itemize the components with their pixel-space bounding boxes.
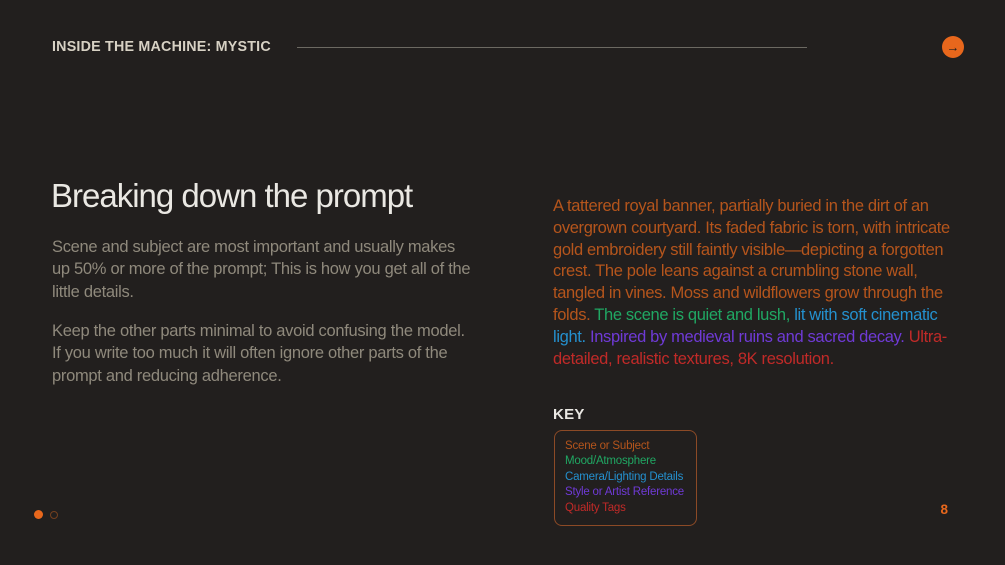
slide-kicker-title: INSIDE THE MACHINE: MYSTIC bbox=[52, 39, 271, 55]
key-heading: KEY bbox=[553, 406, 585, 423]
key-item-style: Style or Artist Reference bbox=[565, 486, 684, 499]
body-paragraph-2: Keep the other parts minimal to avoid confusing the model. If you write too much it will often ignore other parts of the prompt and reducing adherence. bbox=[52, 322, 465, 385]
page-title: Breaking down the prompt bbox=[51, 177, 413, 214]
prompt-segment-quality: Ultra-detailed, realistic textures, 8K resolution. bbox=[553, 327, 947, 368]
key-item-mood: Mood/Atmosphere bbox=[565, 455, 656, 468]
header-divider-line bbox=[297, 47, 807, 48]
key-item-scene: Scene or Subject bbox=[565, 440, 650, 452]
arrow-right-icon: → bbox=[946, 39, 960, 54]
prompt-segment-camera: lit with soft cinematic light. bbox=[553, 305, 938, 346]
page-number: 8 bbox=[940, 502, 948, 517]
key-item-quality: Quality Tags bbox=[565, 501, 626, 514]
pagination-dots bbox=[34, 510, 58, 519]
pagination-dot-active[interactable] bbox=[34, 510, 43, 519]
prompt-segment-scene: A tattered royal banner, partially buried in the dirt of an overgrown courtyard. Its faded fabric is torn, with intricate gold embroidery still faintly visible—depicting a forgotten crest. The pole leans against a crumbling stone wall, tangled in vines. Moss and wildflowers grow through the folds. bbox=[553, 197, 950, 324]
prompt-segment-style: Inspired by medieval ruins and sacred decay. bbox=[590, 327, 909, 346]
key-legend-box bbox=[554, 430, 697, 526]
body-paragraph-1: Scene and subject are most important and usually makes up 50% or more of the prompt; This is how you get all of the little details. bbox=[52, 238, 471, 301]
next-slide-button[interactable] bbox=[942, 36, 964, 58]
key-item-camera: Camera/Lighting Details bbox=[565, 470, 684, 483]
prompt-segment-mood: The scene is quiet and lush, bbox=[594, 305, 795, 324]
example-prompt-text bbox=[553, 196, 967, 370]
pagination-dot[interactable] bbox=[50, 511, 58, 519]
